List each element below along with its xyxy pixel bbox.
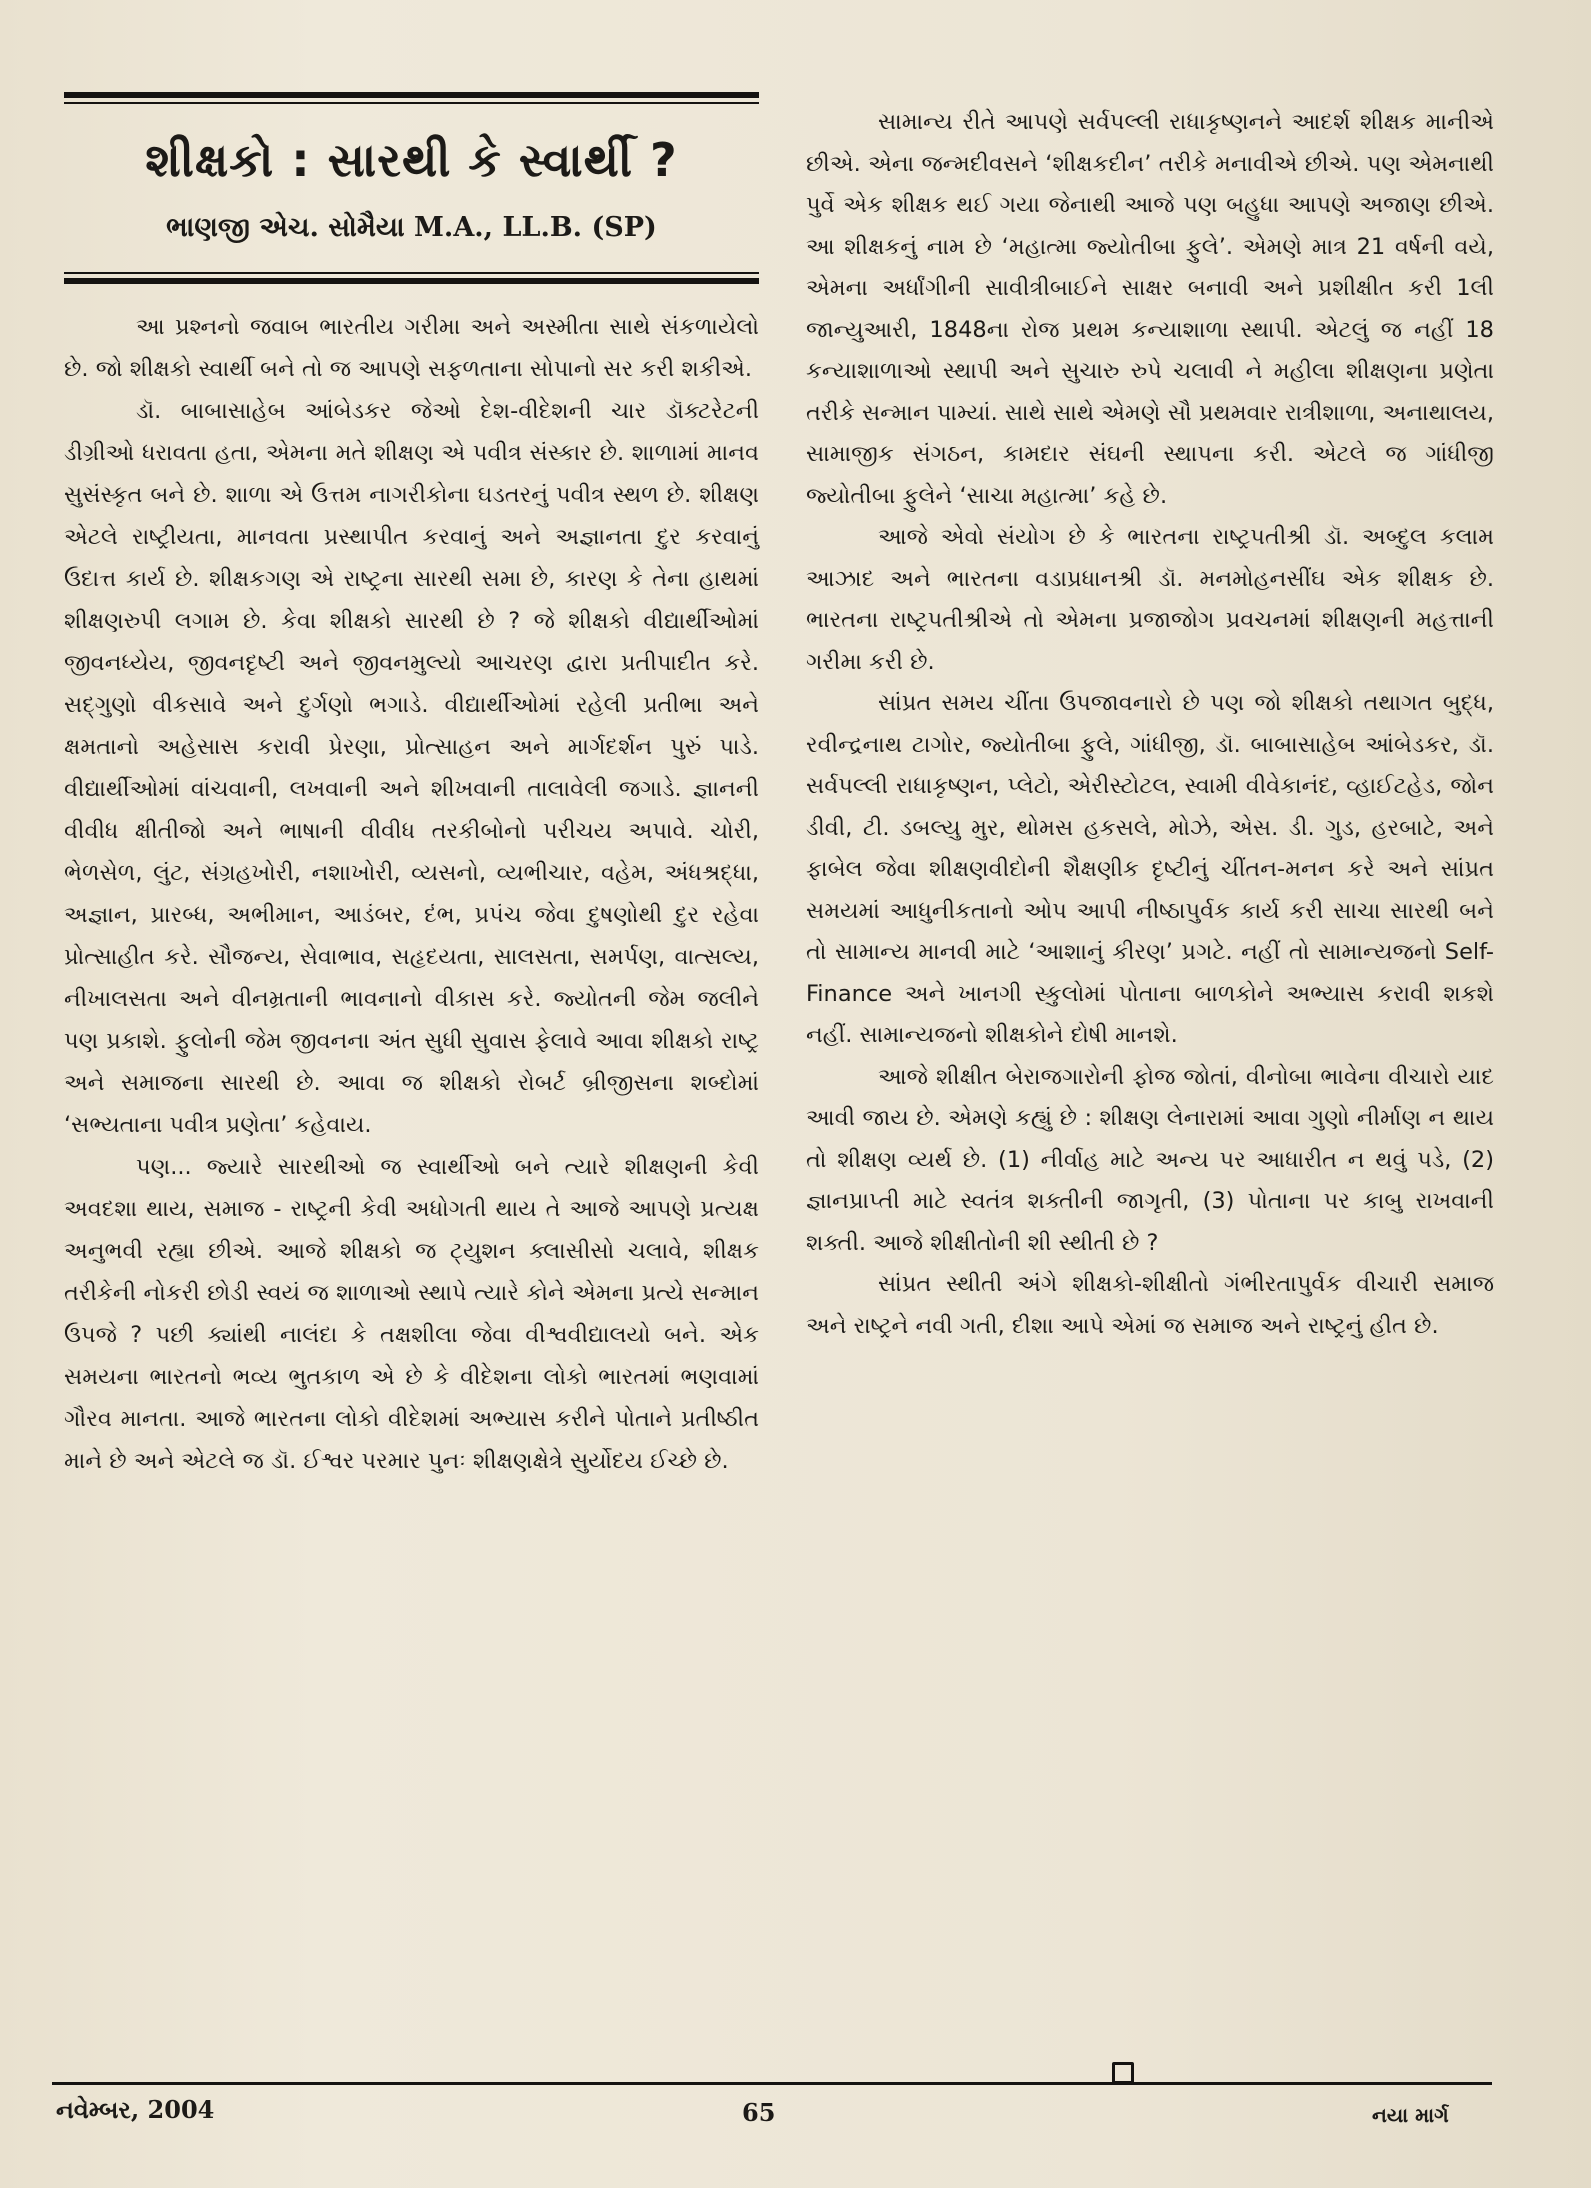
title-top-rule-thin [64,102,759,104]
magazine-name: નયા માર્ગ [1372,2103,1449,2127]
paragraph: સાંપ્રત સ્થીતી અંગે શીક્ષકો-શીક્ષીતો ગંભીરતાપુર્વક વીચારી સમાજ અને રાષ્ટ્રને નવી ગતી, દીશા આપે એમાં જ સમાજ અને રાષ્ટ્રનું હીત છે. [806,1271,1494,1339]
paragraph: સામાન્ય રીતે આપણે સર્વપલ્લી રાધાકૃષ્ણનને આદર્શ શીક્ષક માનીએ છીએ. એના જન્મદીવસને ‘શીક્ષકદીન’ તરીકે મનાવીએ છીએ. પણ એમનાથી પુર્વે એક શીક્ષક થઈ ગયા જેનાથી આજે પણ બહુધા આપણે અજાણ છીએ. આ શીક્ષકનું નામ છે ‘મહાત્મા જ્યોતીબા ફુલે’. એમણે માત્ર 21 વર્ષની વયે, એમના અર્ધાંગીની સાવીત્રીબાઈને સાક્ષર બનાવી અને પ્રશીક્ષીત કરી 1લી જાન્યુઆરી, 1848ના રોજ પ્રથમ કન્યાશાળા સ્થાપી. એટલું જ નહીં 18 કન્યાશાળાઓ સ્થાપી અને સુચારુ રુપે ચલાવી ને મહીલા શીક્ષણના પ્રણેતા તરીકે સન્માન પામ્યાં. સાથે સાથે એમણે સૌ પ્રથમવાર રાત્રીશાળા, અનાથાલય, સામાજીક સંગઠન, કામદાર સંઘની સ્થાપના કરી. એટલે જ ગાંધીજી જ્યોતીબા ફુલેને ‘સાચા મહાત્મા’ કહે છે. [806,109,1494,509]
author-bottom-rule-thin [64,272,759,274]
left-column [64,92,759,1482]
page-number: 65 [742,2098,776,2127]
end-of-article-square-icon [1112,2062,1134,2084]
author-bottom-rule-thick [64,278,759,284]
paragraph: પણ... જ્યારે સારથીઓ જ સ્વાર્થીઓ બને ત્યારે શીક્ષણની કેવી અવદશા થાય, સમાજ - રાષ્ટ્રની કેવી અધોગતી થાય તે આજે આપણે પ્રત્યક્ષ અનુભવી રહ્યા છીએ. આજે શીક્ષકો જ ટ્યુશન ક્લાસીસો ચલાવે, શીક્ષક તરીકેની નોકરી છોડી સ્વયં જ શાળાઓ સ્થાપે ત્યારે કોને એમના પ્રત્યે સન્માન ઉપજે ? પછી ક્યાંથી નાલંદા કે તક્ષશીલા જેવા વીશ્વવીદ્યાલયો બને. એક સમયના ભારતનો ભવ્ય ભુતકાળ એ છે કે વીદેશના લોકો ભારતમાં ભણવામાં ગૌરવ માનતા. આજે ભારતના લોકો વીદેશમાં અભ્યાસ કરીને પોતાને પ્રતીષ્ઠીત માને છે અને એટલે જ ડૉ. ઈશ્વર પરમાર પુનઃ શીક્ષણક્ષેત્રે સુર્યોદય ઈચ્છે છે. [64,1154,759,1474]
article-author: ભાણજી એચ. સોમૈયા M.A., LL.B. (SP) [166,212,657,243]
right-body-text [806,102,1494,1347]
paragraph: આજે એવો સંયોગ છે કે ભારતના રાષ્ટ્રપતીશ્રી ડૉ. અબ્દુલ કલામ આઝાદ અને ભારતના વડાપ્રધાનશ્રી ડૉ. મનમોહનસીંઘ એક શીક્ષક છે. ભારતના રાષ્ટ્રપતીશ્રીએ તો એમના પ્રજાજોગ પ્રવચનમાં શીક્ષણની મહત્તાની ગરીમા કરી છે. [806,524,1494,675]
paragraph: આ પ્રશ્નનો જવાબ ભારતીય ગરીમા અને અસ્મીતા સાથે સંકળાયેલો છે. જો શીક્ષકો સ્વાર્થી બને તો જ આપણે સફળતાના સોપાનો સર કરી શકીએ. [64,314,759,382]
right-column [806,102,1494,1347]
left-body-text [64,306,759,1482]
paragraph: આજે શીક્ષીત બેરાજગારોની ફોજ જોતાં, વીનોબા ભાવેના વીચારો યાદ આવી જાય છે. એમણે કહ્યું છે : શીક્ષણ લેનારામાં આવા ગુણો નીર્માણ ન થાય તો શીક્ષણ વ્યર્થ છે. (1) નીર્વાહ માટે અન્ય પર આધારીત ન થવું પડે, (2) જ્ઞાનપ્રાપ્તી માટે સ્વતંત્ર શક્તીની જાગૃતી, (3) પોતાના પર કાબુ રાખવાની શક્તી. આજે શીક્ષીતોની શી સ્થીતી છે ? [806,1063,1494,1256]
footer-date: નવેમ્બર, 2004 [56,2095,215,2124]
paragraph: ડૉ. બાબાસાહેબ આંબેડકર જેઓ દેશ-વીદેશની ચાર ડૉક્ટરેટની ડીગ્રીઓ ધરાવતા હતા, એમના મતે શીક્ષણ એ પવીત્ર સંસ્કાર છે. શાળામાં માનવ સુસંસ્કૃત બને છે. શાળા એ ઉત્તમ નાગરીકોના ઘડતરનું પવીત્ર સ્થળ છે. શીક્ષણ એટલે રાષ્ટ્રીયતા, માનવતા પ્રસ્થાપીત કરવાનું અને અજ્ઞાનતા દુર કરવાનું ઉદાત્ત કાર્ય છે. શીક્ષકગણ એ રાષ્ટ્રના સારથી સમા છે, કારણ કે તેના હાથમાં શીક્ષણરુપી લગામ છે. કેવા શીક્ષકો સારથી છે ? જે શીક્ષકો વીદ્યાર્થીઓમાં જીવનધ્યેય, જીવનદૃષ્ટી અને જીવનમુલ્યો આચરણ દ્વારા પ્રતીપાદીત કરે. સદ્‌ગુણો વીકસાવે અને દુર્ગણો ભગાડે. વીદ્યાર્થીઓમાં રહેલી પ્રતીભા અને ક્ષમતાનો અહેસાસ કરાવી પ્રેરણા, પ્રોત્સાહન અને માર્ગદર્શન પુરું પાડે. વીદ્યાર્થીઓમાં વાંચવાની, લખવાની અને શીખવાની તાલાવેલી જગાડે. જ્ઞાનની વીવીધ ક્ષીતીજો અને ભાષાની વીવીધ તરકીબોનો પરીચય અપાવે. ચોરી, ભેળસેળ, લુંટ, સંગ્રહખોરી, નશાખોરી, વ્યસનો, વ્યભીચાર, વહેમ, અંધશ્રદ્ધા, અજ્ઞાન, પ્રારબ્ધ, અભીમાન, આડંબર, દંભ, પ્રપંચ જેવા દુષણોથી દુર રહેવા પ્રોત્સાહીત કરે. સૌજન્ય, સેવાભાવ, સહૃદયતા, સાલસતા, સમર્પણ, વાત્સલ્ય, નીખાલસતા અને વીનમ્રતાની ભાવનાનો વીકાસ કરે. જ્યોતની જેમ જલીને પણ પ્રકાશે. ફુલોની જેમ જીવનના અંત સુધી સુવાસ ફેલાવે આવા શીક્ષકો રાષ્ટ્ર અને સમાજના સારથી છે. આવા જ શીક્ષકો રોબર્ટ બ્રીજીસના શબ્દોમાં ‘સભ્યતાના પવીત્ર પ્રણેતા’ કહેવાય. [64,398,759,1138]
article-title: શીક્ષકો : સારથી કે સ્વાર્થી ? [145,133,678,187]
title-top-rule-thick [64,92,759,98]
footer-rule [52,2082,1492,2085]
paragraph: સાંપ્રત સમય ચીંતા ઉપજાવનારો છે પણ જો શીક્ષકો તથાગત બુદ્ધ, રવીન્દ્રનાથ ટાગોર, જ્યોતીબા ફુલે, ગાંધીજી, ડૉ. બાબાસાહેબ આંબેડકર, ડૉ. સર્વપલ્લી રાધાકૃષ્ણન, પ્લેટો, એરીસ્ટોટલ, સ્વામી વીવેકાનંદ, વ્હાઈટહેડ, જોન ડીવી, ટી. ડબલ્યુ મુર, થોમસ હકસલે, મોઝે, એસ. ડી. ગુડ, હરબાટે, અને ફાબેલ જેવા શીક્ષણવીદોની શૈક્ષણીક દૃષ્ટીનું ચીંતન-મનન કરે અને સાંપ્રત સમયમાં આધુનીકતાનો ઓપ આપી નીષ્ઠાપુર્વક કાર્ય કરી સાચા સારથી બને તો સામાન્ય માનવી માટે ‘આશાનું કીરણ’ પ્રગટે. નહીં તો સામાન્યજનો Self- Finance અને ખાનગી સ્કુલોમાં પોતાના બાળકોને અભ્યાસ કરાવી શકશે નહીં. સામાન્યજનો શીક્ષકોને દોષી માનશે. [806,690,1494,1048]
